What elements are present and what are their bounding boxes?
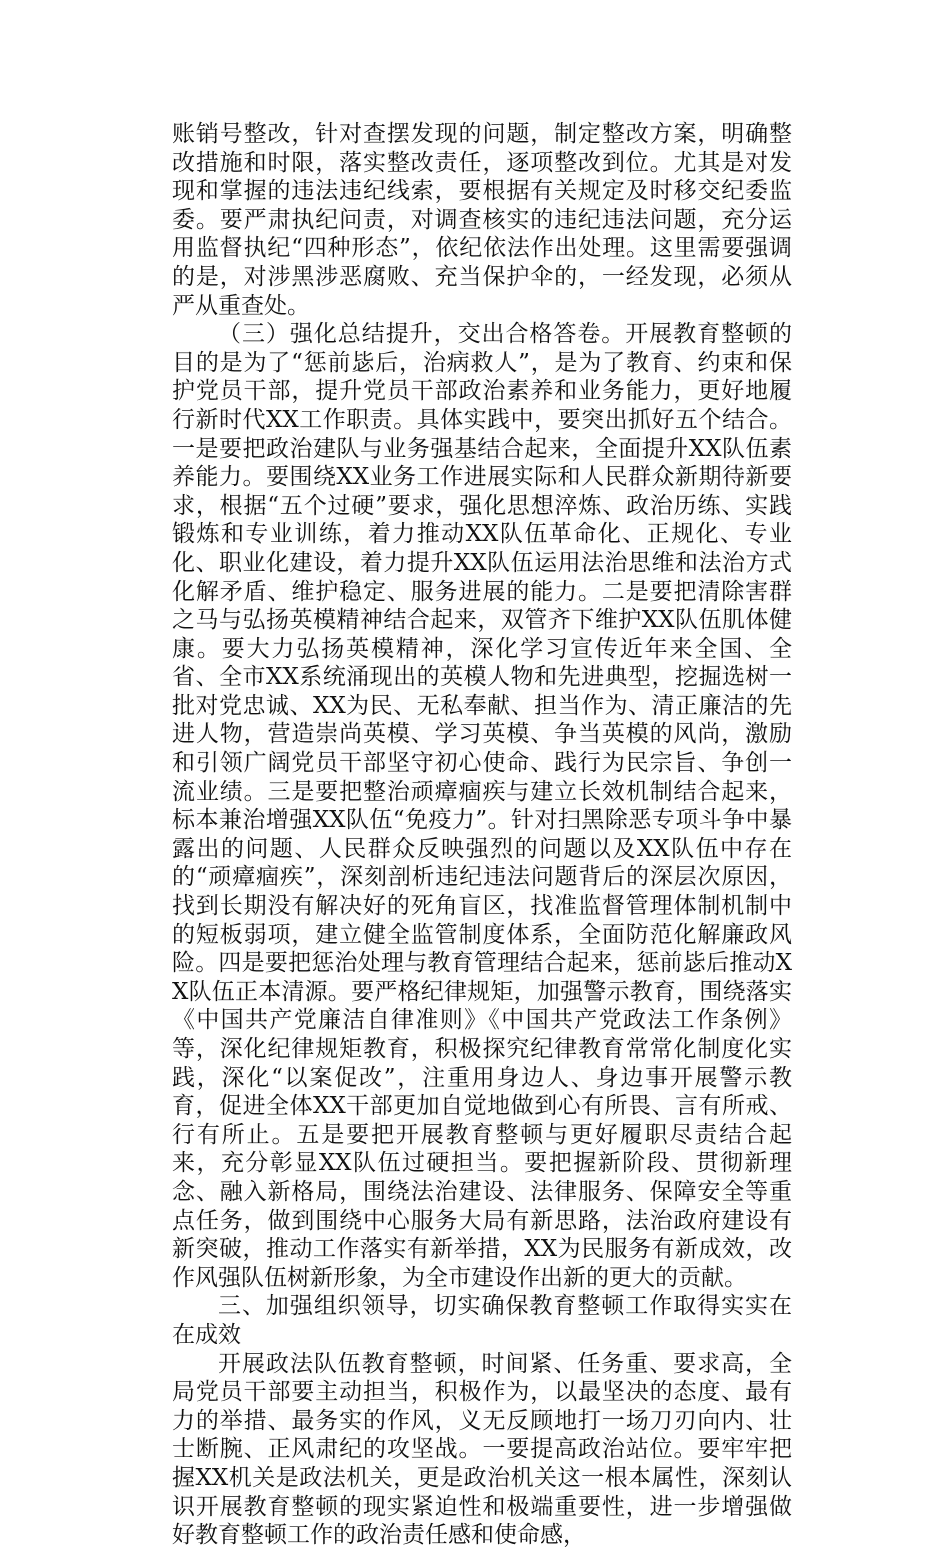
paragraph-organization-leadership: 开展政法队伍教育整顿，时间紧、任务重、要求高，全局党员干部要主动担当，积极作为，以最坚决的态度、最有力的举措、最务实的作风，义无反顾地打一场刀刃向内、壮士断腕、正风肃纪的攻坚战。一要提高政治站位。要牢牢把握XX机关是政法机关，更是政治机关这一根本属性，深刻认识开展教育整顿的现实紧迫性和极端重要性，进一步增强做好教育整顿工作的政治责任感和使命感， xyxy=(172,1350,792,1549)
document-page xyxy=(172,120,792,1550)
paragraph-continuation: 账销号整改，针对查摆发现的问题，制定整改方案，明确整改措施和时限，落实整改责任，逐项整改到位。尤其是对发现和掌握的违法违纪线索，要根据有关规定及时移交纪委监委。要严肃执纪问责，对调查核实的违纪违法问题，充分运用监督执纪“四种形态”，依纪依法作出处理。这里需要强调的是，对涉黑涉恶腐败、充当保护伞的，一经发现，必须从严从重查处。 xyxy=(172,121,792,319)
paragraph-section-summary: （三）强化总结提升，交出合格答卷。开展教育整顿的目的是为了“惩前毖后，治病救人”，是为了教育、约束和保护党员干部，提升党员干部政治素养和业务能力，更好地履行新时代XX工作职责。具体实践中，要突出抓好五个结合。一是要把政治建队与业务强基结合起来，全面提升XX队伍素养能力。要围绕XX业务工作进展实际和人民群众新期待新要求，根据“五个过硬”要求，强化思想淬炼、政治历练、实践锻炼和专业训练，着力推动XX队伍革命化、正规化、专业化、职业化建设，着力提升XX队伍运用法治思维和法治方式化解矛盾、维护稳定、服务进展的能力。二是要把清除害群之马与弘扬英模精神结合起来，双管齐下维护XX队伍肌体健康。要大力弘扬英模精神，深化学习宣传近年来全国、全省、全市XX系统涌现出的英模人物和先进典型，挖掘选树一批对党忠诚、XX为民、无私奉献、担当作为、清正廉洁的先进人物，营造崇尚英模、学习英模、争当英模的风尚，激励和引领广阔党员干部坚守初心使命、践行为民宗旨、争创一流业绩。三是要把整治顽瘴痼疾与建立长效机制结合起来，标本兼治增强XX队伍“免疫力”。针对扫黑除恶专项斗争中暴露出的问题、人民群众反映强烈的问题以及XX队伍中存在的“顽瘴痼疾”，深刻剖析违纪违法问题背后的深层次原因，找到长期没有解决好的死角盲区，找准监督管理体制机制中的短板弱项，建立健全监管制度体系，全面防范化解廉政风险。四是要把惩治处理与教育管理结合起来，惩前毖后推动XX队伍正本清源。要严格纪律规矩，加强警示教育，围绕落实《中国共产党廉洁自律准则》《中国共产党政法工作条例》等，深化纪律规矩教育，积极探究纪律教育常常化制度化实践，深化“以案促改”，注重用身边人、身边事开展警示教育，促进全体XX干部更加自觉地做到心有所畏、言有所戒、行有所止。五是要把开展教育整顿与更好履职尽责结合起来，充分彰显XX队伍过硬担当。要把握新阶段、贯彻新理念、融入新格局，围绕法治建设、法律服务、保障安全等重点任务，做到围绕中心服务大局有新思路，法治政府建设有新突破，推动工作落实有新举措，XX为民服务有新成效，改作风强队伍树新形象，为全市建设作出新的更大的贡献。 xyxy=(172,321,792,1291)
section-heading-three: 三、加强组织领导，切实确保教育整顿工作取得实实在在成效 xyxy=(172,1293,792,1348)
